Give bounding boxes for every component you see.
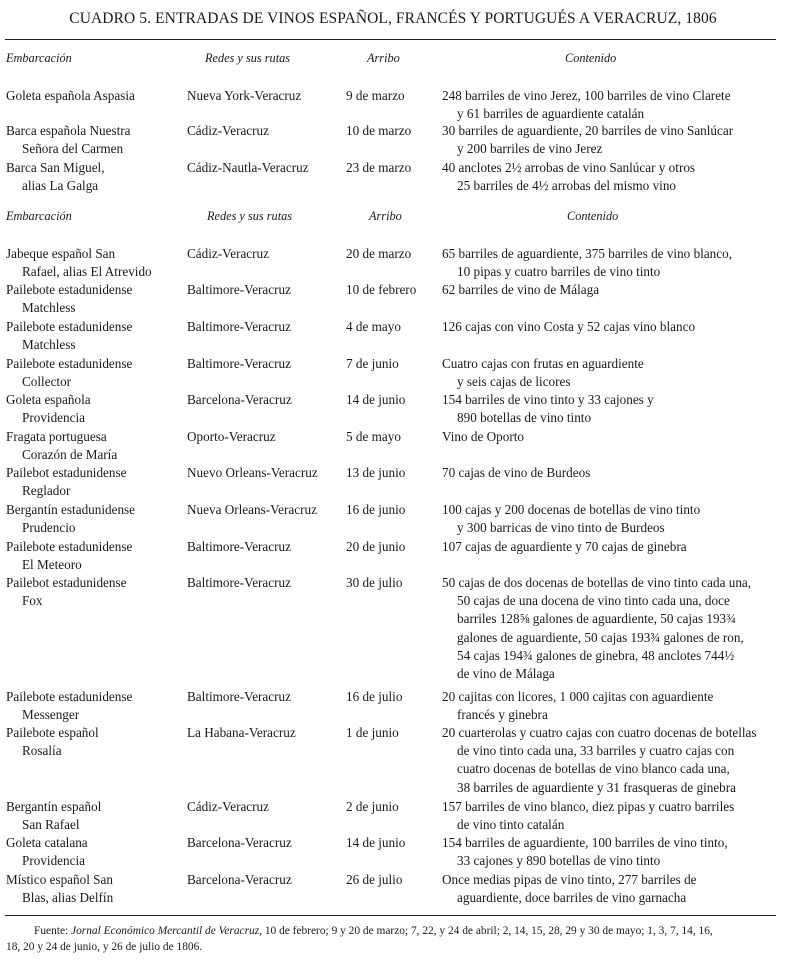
content-line: Once medias pipas de vino tinto, 277 barriles de xyxy=(442,872,697,887)
content-line: 25 barriles de 4½ arrobas del mismo vino xyxy=(457,178,677,194)
content-line: 50 cajas de una docena de vino tinto cada una, doce xyxy=(457,593,730,609)
content-line: de vino de Málaga xyxy=(457,666,555,682)
source-note xyxy=(6,923,778,955)
ship-cell xyxy=(6,834,186,870)
route-cell: Nuevo Orleans-Veracruz xyxy=(187,465,318,480)
ship-cell xyxy=(6,281,186,317)
ship-name-line: Señora del Carmen xyxy=(22,141,124,157)
ship-cell xyxy=(6,724,186,760)
content-line: barriles 128⅝ galones de aguardiente, 50 cajas 193¾ xyxy=(457,611,737,627)
route-cell: Nueva York-Veracruz xyxy=(187,88,302,103)
ship-name-line: Goleta catalana xyxy=(6,835,88,850)
header-route-2: Redes y sus rutas xyxy=(207,209,293,223)
header-ship: Embarcación xyxy=(6,51,72,65)
ship-name-line: Reglador xyxy=(22,483,71,499)
route-cell: Cádiz-Veracruz xyxy=(187,123,270,138)
content-cell xyxy=(442,281,782,299)
route-cell: La Habana-Veracruz xyxy=(187,725,296,740)
ship-name-line: Matchless xyxy=(22,300,76,316)
ship-name-line: San Rafael xyxy=(22,817,80,833)
arrival-date-cell: 5 de mayo xyxy=(346,429,401,444)
ship-name-line: Matchless xyxy=(22,337,76,353)
route-cell: Cádiz-Nautla-Veracruz xyxy=(187,160,309,175)
ship-cell xyxy=(6,428,186,464)
ship-cell xyxy=(6,464,186,500)
content-line: cuatro docenas de botellas de vino blanco cada una, xyxy=(457,761,730,777)
content-cell xyxy=(442,245,782,281)
arrival-date-cell: 7 de junio xyxy=(346,356,399,371)
route-cell: Baltimore-Veracruz xyxy=(187,539,291,554)
content-line: 100 cajas y 200 docenas de botellas de vino tinto xyxy=(442,502,701,517)
route-cell: Cádiz-Veracruz xyxy=(187,246,270,261)
ship-name-line: Fox xyxy=(22,593,43,609)
arrival-date-cell: 2 de junio xyxy=(346,799,399,814)
ship-cell xyxy=(6,871,186,907)
ship-cell xyxy=(6,501,186,537)
ship-name-line: Collector xyxy=(22,374,72,390)
content-cell xyxy=(442,428,782,446)
source-dates-2: 18, 20 y 24 de junio, y 26 de julio de 1806. xyxy=(6,941,203,953)
ship-cell xyxy=(6,87,186,105)
content-line: 33 cajones y 890 botellas de vino tinto xyxy=(457,853,661,869)
content-line: 154 barriles de vino tinto y 33 cajones y xyxy=(442,392,654,407)
arrival-date-cell: 23 de marzo xyxy=(346,160,412,175)
content-line: de vino tinto cada una, 33 barriles y cuatro cajas con xyxy=(457,743,735,759)
content-line: 30 barriles de aguardiente, 20 barriles de vino Sanlúcar xyxy=(442,123,734,138)
ship-name-line: Pailebote estadunidense xyxy=(6,689,133,704)
content-cell xyxy=(442,464,782,482)
header-content-2: Contenido xyxy=(567,209,619,223)
arrival-date-cell: 14 de junio xyxy=(346,392,406,407)
route-cell: Oporto-Veracruz xyxy=(187,429,276,444)
bottom-rule xyxy=(5,915,776,916)
content-line: francés y ginebra xyxy=(457,707,548,723)
content-cell xyxy=(442,122,782,158)
ship-cell xyxy=(6,159,186,195)
ship-cell xyxy=(6,574,186,610)
header-content: Contenido xyxy=(565,51,617,65)
content-cell xyxy=(442,87,782,123)
content-line: y 300 barricas de vino tinto de Burdeos xyxy=(457,520,665,536)
content-line: 890 botellas de vino tinto xyxy=(457,410,592,426)
ship-name-line: Pailebote estadunidense xyxy=(6,356,133,371)
content-cell xyxy=(442,391,782,427)
route-cell: Baltimore-Veracruz xyxy=(187,575,291,590)
ship-name-line: Providencia xyxy=(22,410,85,426)
ship-cell xyxy=(6,355,186,391)
ship-name-line: Pailebot estadunidense xyxy=(6,575,127,590)
content-cell xyxy=(442,501,782,537)
content-line: y 61 barriles de aguardiente catalán xyxy=(457,106,645,122)
ship-name-line: Pailebote estadunidense xyxy=(6,319,133,334)
content-line: 107 cajas de aguardiente y 70 cajas de ginebra xyxy=(442,539,687,554)
header-date-2: Arribo xyxy=(369,209,402,223)
arrival-date-cell: 20 de marzo xyxy=(346,246,412,261)
content-cell xyxy=(442,318,782,336)
ship-name-line: Blas, alias Delfín xyxy=(22,890,114,906)
route-cell: Cádiz-Veracruz xyxy=(187,799,270,814)
ship-cell xyxy=(6,391,186,427)
ship-name-line: alias La Galga xyxy=(22,178,99,194)
arrival-date-cell: 9 de marzo xyxy=(346,88,405,103)
ship-name-line: Rosalía xyxy=(22,743,62,759)
ship-cell xyxy=(6,245,186,281)
ship-name-line: Goleta española xyxy=(6,392,91,407)
content-line: 50 cajas de dos docenas de botellas de vino tinto cada una, xyxy=(442,575,752,590)
ship-name-line: Barca española Nuestra xyxy=(6,123,131,138)
ship-name-line: Corazón de María xyxy=(22,447,118,463)
ship-name-line: Goleta española Aspasia xyxy=(6,88,135,103)
content-line: 157 barriles de vino blanco, diez pipas y cuatro barriles xyxy=(442,799,735,814)
ship-cell xyxy=(6,538,186,574)
arrival-date-cell: 30 de julio xyxy=(346,575,403,590)
ship-cell xyxy=(6,688,186,724)
header-date: Arribo xyxy=(367,51,400,65)
route-cell: Baltimore-Veracruz xyxy=(187,282,291,297)
table-title: CUADRO 5. ENTRADAS DE VINOS ESPAÑOL, FRANCÉS Y PORTUGUÉS A VERACRUZ, 1806 xyxy=(69,10,717,27)
arrival-date-cell: 10 de febrero xyxy=(346,282,417,297)
arrival-date-cell: 13 de junio xyxy=(346,465,406,480)
ship-cell xyxy=(6,318,186,354)
content-line: 65 barriles de aguardiente, 375 barriles de vino blanco, xyxy=(442,246,733,261)
content-line: 248 barriles de vino Jerez, 100 barriles de vino Clarete xyxy=(442,88,731,103)
ship-name-line: Pailebote estadunidense xyxy=(6,282,133,297)
ship-name-line: Messenger xyxy=(22,707,80,723)
ship-name-line: Pailebot estadunidense xyxy=(6,465,127,480)
content-line: 126 cajas con vino Costa y 52 cajas vino blanco xyxy=(442,319,696,334)
content-cell xyxy=(442,798,782,834)
arrival-date-cell: 16 de julio xyxy=(346,689,403,704)
route-cell: Baltimore-Veracruz xyxy=(187,689,291,704)
arrival-date-cell: 16 de junio xyxy=(346,502,406,517)
route-cell: Barcelona-Veracruz xyxy=(187,872,292,887)
content-cell xyxy=(442,574,782,683)
ship-name-line: Rafael, alias El Atrevido xyxy=(22,264,152,280)
content-line: 40 anclotes 2½ arrobas de vino Sanlúcar y otros xyxy=(442,160,696,175)
ship-name-line: Pailebote español xyxy=(6,725,99,740)
ship-name-line: Místico español San xyxy=(6,872,113,887)
arrival-date-cell: 10 de marzo xyxy=(346,123,412,138)
arrival-date-cell: 20 de junio xyxy=(346,539,406,554)
ship-name-line: Bergantín español xyxy=(6,799,102,814)
content-line: Vino de Oporto xyxy=(442,429,524,444)
arrival-date-cell: 4 de mayo xyxy=(346,319,401,334)
arrival-date-cell: 14 de junio xyxy=(346,835,406,850)
content-cell xyxy=(442,871,782,907)
route-cell: Baltimore-Veracruz xyxy=(187,319,291,334)
ship-name-line: Jabeque español San xyxy=(6,246,116,261)
content-line: 10 pipas y cuatro barriles de vino tinto xyxy=(457,264,661,280)
route-cell: Barcelona-Veracruz xyxy=(187,835,292,850)
content-cell xyxy=(442,834,782,870)
content-line: y seis cajas de licores xyxy=(457,374,571,390)
content-cell xyxy=(442,688,782,724)
source-label: Fuente: xyxy=(34,925,72,937)
content-line: 70 cajas de vino de Burdeos xyxy=(442,465,591,480)
ship-name-line: Prudencio xyxy=(22,520,76,536)
ship-name-line: Barca San Miguel, xyxy=(6,160,105,175)
content-line: de vino tinto catalán xyxy=(457,817,565,833)
ship-name-line: El Meteoro xyxy=(22,557,82,573)
content-cell xyxy=(442,159,782,195)
content-line: 62 barriles de vino de Málaga xyxy=(442,282,600,297)
ship-name-line: Pailebote estadunidense xyxy=(6,539,133,554)
route-cell: Baltimore-Veracruz xyxy=(187,356,291,371)
content-cell xyxy=(442,355,782,391)
content-line: y 200 barriles de vino Jerez xyxy=(457,141,603,157)
content-line: aguardiente, doce barriles de vino garnacha xyxy=(457,890,687,906)
ship-name-line: Fragata portuguesa xyxy=(6,429,107,444)
ship-cell xyxy=(6,122,186,158)
content-line: 20 cuarterolas y cuatro cajas con cuatro docenas de botellas xyxy=(442,725,757,740)
route-cell: Nueva Orleans-Veracruz xyxy=(187,502,317,517)
top-rule xyxy=(5,39,776,40)
content-line: Cuatro cajas con frutas en aguardiente xyxy=(442,356,644,371)
content-line: galones de aguardiente, 50 cajas 193¾ galones de ron, xyxy=(457,629,744,645)
arrival-date-cell: 1 de junio xyxy=(346,725,399,740)
content-line: 20 cajitas con licores, 1 000 cajitas con aguardiente xyxy=(442,689,714,704)
content-line: 154 barriles de aguardiente, 100 barriles de vino tinto, xyxy=(442,835,728,850)
content-line: 38 barriles de aguardiente y 31 frasqueras de ginebra xyxy=(457,779,737,795)
ship-name-line: Providencia xyxy=(22,853,85,869)
source-publication: Jornal Económico Mercantil de Veracruz, xyxy=(71,925,262,937)
content-cell xyxy=(442,724,782,797)
arrival-date-cell: 26 de julio xyxy=(346,872,403,887)
route-cell: Barcelona-Veracruz xyxy=(187,392,292,407)
content-line: 54 cajas 194¾ galones de ginebra, 48 anclotes 744½ xyxy=(457,647,735,663)
header-ship-2: Embarcación xyxy=(6,209,72,223)
header-route: Redes y sus rutas xyxy=(205,51,291,65)
ship-name-line: Bergantín estadunidense xyxy=(6,502,136,517)
source-dates-1: 10 de febrero; 9 y 20 de marzo; 7, 22, y 24 de abril; 2, 14, 15, 28, 29 y 30 de mayo; 1, 3, 7, 14, 16, xyxy=(261,925,713,937)
content-cell xyxy=(442,538,782,556)
ship-cell xyxy=(6,798,186,834)
